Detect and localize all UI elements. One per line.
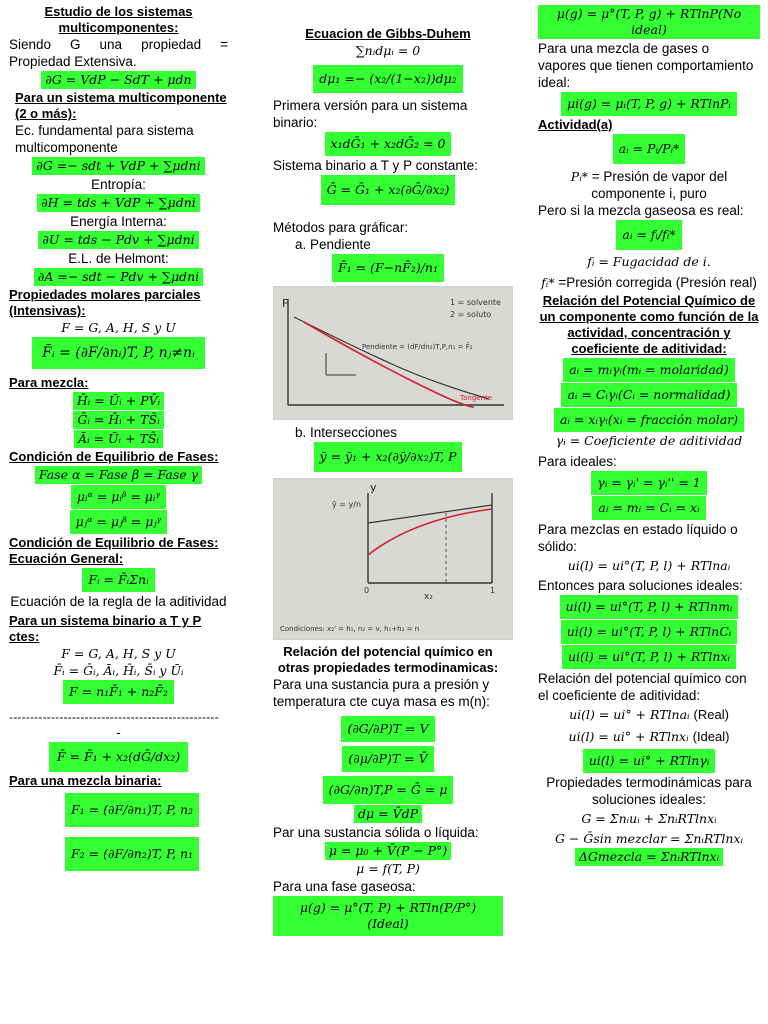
graph2-y: y [370,481,377,494]
eq-primera-version: x₁dḠ₁ + x₂dḠ₂ = 0 [325,132,452,156]
graph1-F: F [282,297,289,310]
graph1-pendiente-label: Pendiente = (dF/dn₂)T,P,n₁ = F̄₂ [362,343,473,351]
label-helmont: E.L. de Helmont: [68,251,169,266]
heading-sistema-binario: Para un sistema binario a T y P ctes: [9,613,202,644]
regla-aditividad-text: Ecuación de la regla de la aditividad [10,594,227,609]
graph2-y-def: ȳ = y/n [332,500,362,509]
eq-G: G = Σnᵢuᵢ + ΣnᵢRTlnxᵢ [581,811,717,826]
eq-a-fraccion: aᵢ = xᵢγᵢ(xᵢ = fracción molar) [554,408,744,432]
sistema-binario-text: Sistema binario a T y P constante: [273,158,478,173]
graph1-tangente-label: Tangente [460,394,493,402]
eq-mu-i: μᵢᵅ = μᵢᵝ = μᵢᵞ [71,485,166,509]
eq-pendiente: F̄₁ = (F−nF̄₂)/n₁ [332,254,444,282]
eq-entropia: ∂H = tds + VdP + ∑μdni [37,194,200,212]
eq-actividad: aᵢ = Pᵢ/Pᵢ* [613,134,686,164]
column-1 [9,4,228,872]
eq-gas-ideal: μ(g) = μ°(T, P) + RTln(P/P°) (Ideal) [273,896,503,936]
graph-intersecciones-photo [273,478,513,640]
heading-actividad: Actividad(a) [538,117,613,132]
column-2 [273,4,503,937]
eq-dGdP: (∂G/∂P)T = V [341,716,434,742]
heading-multicomponente: Para un sistema multicomponente (2 o más): [15,90,227,121]
eq-F12: F = n₁F̄₁ + n₂F̄₂ [63,680,174,704]
eq-G-sin-mezclar: G − Ḡsin mezclar = ΣnᵢRTlnxᵢ [554,831,744,846]
heading-ecuacion-general: Ecuación General: [9,551,124,566]
eq-Fbar: F̄ᵢ = (∂F/∂nᵢ)T, P, nⱼ≠nᵢ [32,337,205,369]
graph-pendiente-photo [273,286,513,420]
eq-general: Fᵢ = F̄ᵢΣnᵢ [82,568,154,592]
label-entropia: Entropía: [91,177,146,192]
heading-mezcla-binaria: Para una mezcla binaria: [9,773,162,788]
eq-mezcla-2: Ḡᵢ = H̄ᵢ + TS̄ᵢ [73,411,163,429]
eq-dGdn: (∂G/∂n)T,P = Ḡ = μ [323,776,454,804]
relacion-coef-text: Relación del potencial químico con el coeficiente de aditividad: [538,671,747,703]
eq-actividad-real: aᵢ = fᵢ/fᵢ* [616,220,681,250]
eq-F2: F₂ = (∂F/∂n₂)T, P, n₁ [65,837,199,871]
fase-gaseosa-text: Para una fase gaseosa: [273,879,416,894]
eq-fases: Fase α = Fase β = Fase γ [35,466,202,484]
column-3 [538,4,760,867]
liquido-solido-text: Para mezclas en estado líquido o sólido: [538,522,738,554]
heading-equilibrio-fases-1: Condición de Equilibrio de Fases: [9,449,219,464]
eq-sol-ideal-c: ui(l) = ui°(T, P, l) + RTlnCᵢ [561,620,738,644]
primera-version-text: Primera versión para un sistema binario: [273,98,468,130]
soluciones-ideales-text: Entonces para soluciones ideales: [538,578,743,593]
pvap-text: = Presión de vapor del componente i, puro [591,169,728,201]
eq-mezcla-1: H̄ᵢ = Ūᵢ + PV̄ᵢ [73,392,164,410]
heading-relacion-actividad: Relación del Potencial Químico de un componente como función de la actividad, concentración y coeficiente de aditividad: [539,293,759,356]
eq-sol-ideal-x: ui(l) = ui°(T, P, l) + RTlnxᵢ [562,645,736,669]
pcorr-symbol: fᵢ* [541,275,555,290]
f-props-2: F = G, A, H, S y U [61,646,176,661]
eq-gibbs-duhem: ∑nᵢdμᵢ = 0 [355,43,421,58]
mezcla-real-text: Pero si la mezcla gaseosa es real: [538,203,744,218]
graph2-x2: x₂ [424,592,433,602]
eq-ideal: ui(l) = ui° + RTlnxᵢ [568,729,689,744]
eq-energia-interna: ∂U = tds − Pdv + ∑μdni [38,231,198,249]
eq-fundamental: ∂G =− sdt + VdP + ∑μdni [32,157,204,175]
eq-mezcla-3: Āᵢ = Ūᵢ + TS̄ᵢ [74,430,163,448]
intro-text: Siendo G una propiedad = Propiedad Extensiva. [9,37,228,69]
para-ideales-text: Para ideales: [538,454,617,469]
eq-F1: F₁ = (∂F/∂n₁)T, P, n₂ [65,793,199,827]
eq-dG-mezcla: ΔGmezcla = ΣnᵢRTlnxᵢ [575,848,723,866]
label-ideal: (Ideal) [692,729,730,744]
title-multicomponentes: Estudio de los sistemas multicomponentes: [44,4,193,35]
heading-molares-parciales: Propiedades molares parciales (Intensivas): [9,287,201,318]
heading-gibbs-duhem: Ecuacion de Gibbs-Duhem [305,26,471,41]
divider-dash-end: - [116,725,121,740]
eq-no-ideal: μ(g) = μ°(T, P, g) + RTlnP(No ideal) [538,5,760,39]
heading-relacion-potencial: Relación del potencial químico en otras propiedades termodinamicas: [277,644,499,675]
eq-a-normalidad: aᵢ = Cᵢγᵢ(Cᵢ = normalidad) [561,383,736,407]
graph2-one: 1 [490,586,496,595]
pvap-symbol: Pᵢ* [570,169,588,184]
gamma-text: γᵢ = Coeficiente de aditividad [555,433,743,448]
solida-liquida-text: Par una sustancia sólida o líquida: [273,825,479,840]
graph1-legend-1: 1 = solvente [450,298,501,307]
fugacidad-text: fᵢ = Fugacidad de i. [587,254,711,269]
eq-fTP: μ = f(T, P) [356,861,420,876]
prop-termo-text: Propiedades termodinámicas para soluciones ideales: [546,775,752,807]
graph1-legend-2: 2 = soluto [450,310,492,319]
eq-solida: μ = μ₀ + V̄(P − P°) [325,842,451,860]
pcorr-text: =Presión corregida (Presión real) [558,275,757,290]
graph2-note: Condiciones: x₂' = h₁, n₂ = v, h₁+h₂ = n [280,625,420,633]
eq-dmu: dμ = V̄dP [354,805,422,823]
metodo-pendiente: a. Pendiente [295,237,371,252]
eq-mu-j: μⱼᵅ = μⱼᵝ = μⱼᵞ [70,510,168,534]
eq-dG: ∂G = VdP − SdT + μdn [41,71,195,89]
mezcla-gases-text: Para una mezcla de gases o vapores que tienen comportamiento ideal: [538,41,754,90]
ec-fundamental-text: Ec. fundamental para sistema multicomponente [15,123,194,155]
heading-para-mezcla: Para mezcla: [9,375,89,390]
sustancia-pura-text: Para una sustancia pura a presión y temperatura cte cuya masa es m(n): [273,677,490,709]
eq-sol-ideal-m: ui(l) = ui°(T, P, l) + RTlnmᵢ [560,595,739,619]
eq-liquido: ui(l) = ui°(T, P, l) + RTlnaᵢ [567,558,731,573]
graph2-zero: 0 [364,586,370,595]
eq-sistema-binario: Ḡ = Ḡ₁ + x₂(∂Ḡ/∂x₂) [321,175,456,205]
divider-dashes: -------------------------------------------------- [9,710,219,724]
eq-real: ui(l) = ui° + RTlnaᵢ [569,707,690,722]
eq-Fx2: F̄ = F̄₁ + x₂(dḠ/dx₂) [49,742,188,772]
eq-gibbs-duhem-2: dμ₁ =− (x₂/(1−x₂))dμ₂ [313,65,462,93]
eq-gamma-potencial: ui(l) = ui° + RTlnγᵢ [583,749,716,773]
label-energia-interna: Energía Interna: [70,214,167,229]
eq-helmont: ∂A =− sdt − Pdv + ∑μdni [34,268,203,286]
label-real: (Real) [693,707,729,722]
metodos-text: Métodos para gráficar: [273,220,409,235]
f-list: F̄ᵢ = Ḡᵢ, Āᵢ, H̄ᵢ, S̄ᵢ y Ūᵢ [53,663,184,678]
metodo-intersecciones: b. Intersecciones [295,425,398,440]
eq-a-molaridad: aᵢ = mᵢγᵢ(mᵢ = molaridad) [563,358,735,382]
eq-dmudP: (∂μ/∂P)T = V̄ [342,746,433,772]
eq-a-m-c-x: aᵢ = mᵢ = Cᵢ = xᵢ [592,496,705,520]
eq-intersecciones: ȳ = ȳ₁ + x₂(∂ȳ/∂x₂)T, P [314,442,463,472]
f-props: F = G, A, H, S y U [61,320,176,335]
eq-mezcla-gases: μi(g) = μᵢ(T, P, g) + RTlnPᵢ [561,92,737,116]
eq-gamma-1: γᵢ = γᵢ' = γᵢ'' = 1 [591,471,706,495]
heading-equilibrio-fases-2: Condición de Equilibrio de Fases: [9,535,219,550]
